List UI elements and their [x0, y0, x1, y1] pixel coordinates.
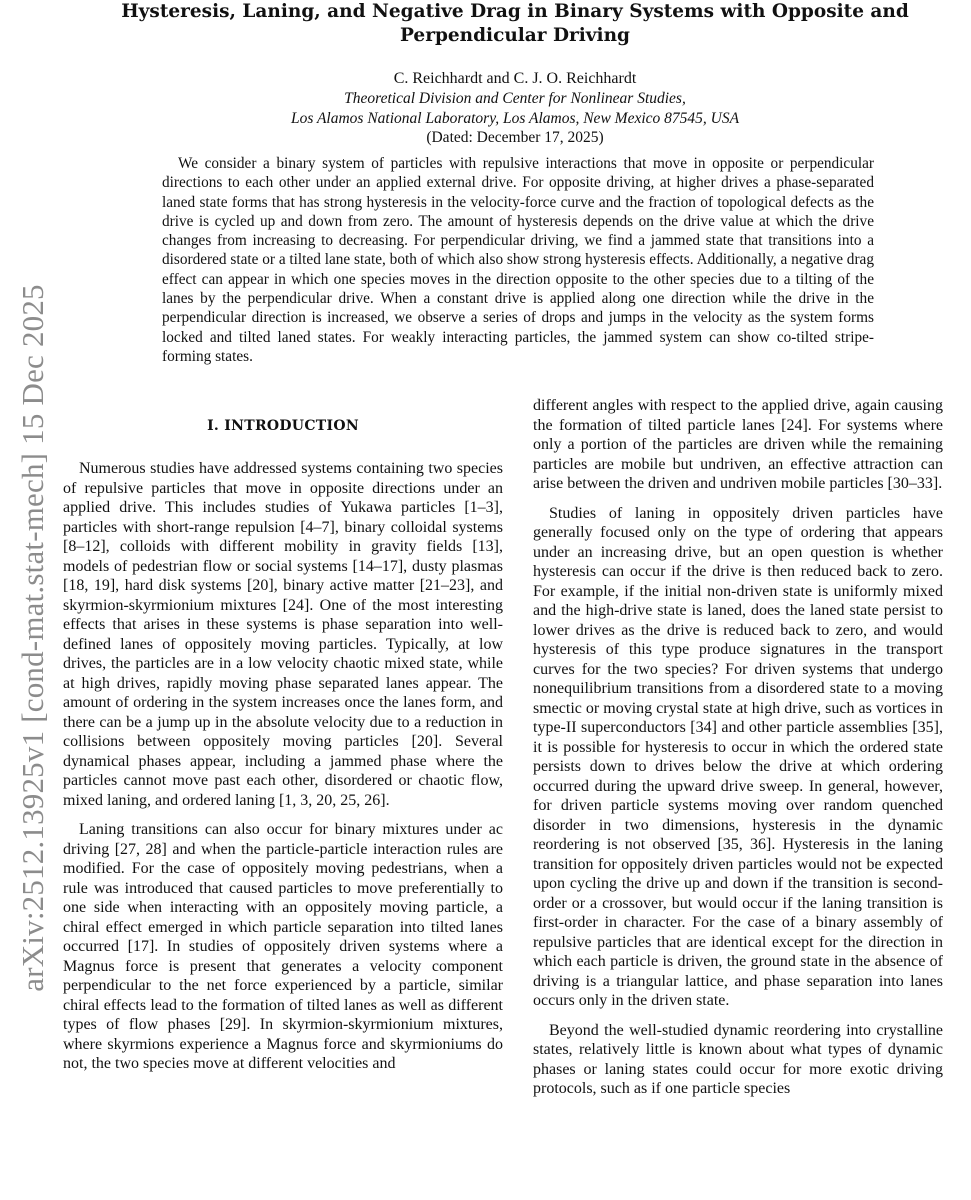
paragraph: Laning transitions can also occur for binary mixtures under ac driving [27, 28] and when the particle-particle interaction rules are modified. For the case of oppositely moving pedestrians, when a rule was introduced that caused particles to move preferentially to one side when interacting with an oppositely moving particle, a chiral effect emerged in which particle separation into tilted lanes occurred [17]. In studies of oppositely driven systems where a Magnus force is present that generates a velocity component perpendicular to the net force experienced by a particle, similar chiral effects lead to the formation of tilted lanes as well as different types of flow phases [29]. In skyrmion-skyrmionium mixtures, where skyrmions experience a Magnus force and skyrmioniums do not, the two species move at different velocities and: [63, 821, 503, 1072]
paragraph: Numerous studies have addressed systems containing two species of repulsive particles that move in opposite directions under an applied drive. This includes studies of Yukawa particles [1–3], particles with short-range repulsion [4–7], binary colloidal systems [8–12], colloids with different mobility in gravity fields [13], models of pedestrian flow or social systems [14–17], dusty plasmas [18, 19], hard disk systems [20], binary active matter [21–23], and skyrmion-skyrmionium mixtures [24]. One of the most interesting effects that arises in these systems is phase separation into well-defined lanes of oppositely moving particles. Typically, at low drives, the particles are in a low velocity chaotic mixed state, while at high drives, rapidly moving phase separated lanes appear. The amount of ordering in the system increases once the lanes form, and there can be a jump up in the absolute velocity due to a reduction in collisions between oppositely moving particles [20]. Several dynamical phases appear, including a jammed phase where the particles cannot move past each other, disordered or chaotic flow, mixed laning, and ordered laning [1, 3, 20, 25, 26].: [63, 460, 503, 809]
affiliation-line-2: Los Alamos National Laboratory, Los Alamos, New Mexico 87545, USA: [290, 109, 740, 127]
affiliation-line-1: Theoretical Division and Center for Nonlinear Studies,: [344, 90, 686, 107]
right-column: [533, 396, 943, 1109]
section-heading-introduction: I. INTRODUCTION: [207, 418, 359, 434]
author-list: C. Reichhardt and C. J. O. Reichhardt: [393, 70, 637, 87]
paragraph: Studies of laning in oppositely driven particles have generally focused only on the type of ordering that appears under an increasing drive, but an open question is whether hysteresis can occur if the drive is then reduced back to zero. For example, if the initial non-driven state is uniformly mixed and the high-drive state is laned, does the laned state persist to lower drives as the drive is reduced back to zero, and would hysteresis of this type produce signatures in the transport curves for the two species? For driven systems that undergo nonequilibrium transitions from a disordered state to a moving smectic or moving crystal state at high drive, such as vortices in type-II superconductors [34] and other particle assemblies [35], it is possible for hysteresis to occur in which the ordered state persists down to drives below the drive at which ordering occurred during the upward drive sweep. In general, however, for driven particle systems moving over random quenched disorder in two dimensions, hysteresis in the dynamic reordering is not observed [35, 36]. Hysteresis in the laning transition for oppositely driven particles would not be expected upon cycling the drive up and down if the transition is second-order or a crossover, but would occur if the laning transition is first-order in character. For the case of a binary assembly of repulsive particles that are identical except for the direction in which each particle is driven, the ground state in the absence of driving is a triangular lattice, and phase separation into lanes occurs only in the driven state.: [533, 504, 943, 1009]
paragraph-continued: different angles with respect to the applied drive, again causing the formation of tilted particle lanes [24]. For systems where only a portion of the particles are driven while the remaining particles are mobile but undriven, an effective attraction can arise between the driven and undriven mobile particles [30–33].: [533, 397, 943, 492]
arxiv-id-text: arXiv:2512.13925v1 [cond-mat.stat-mech] 15 Dec 2025: [15, 284, 50, 992]
left-column: [63, 416, 503, 1084]
abstract: We consider a binary system of particles with repulsive interactions that move in opposite or perpendicular directions to each other under an applied external drive. For opposite driving, at higher drives a phase-separated laned state forms that has strong hysteresis in the velocity-force curve and the fraction of topological defects as the drive is cycled up and down from zero. The amount of hysteresis depends on the drive value at which the drive changes from increasing to decreasing. For perpendicular driving, we find a jammed state that transitions into a disordered state or a tilted lane state, both of which also show strong hysteresis effects. Additionally, a negative drag effect can appear in which one species moves in the direction opposite to the other species due to a tilting of the lanes by the perpendicular drive. When a constant drive is applied along one direction while the drive in the perpendicular direction is increased, we observe a series of drops and jumps in the velocity as the system forms locked and tilted laned states. For weakly interacting particles, the jammed system can show co-tilted stripe-forming states.: [162, 155, 874, 365]
paragraph: Beyond the well-studied dynamic reordering into crystalline states, relatively little is known about what types of dynamic phases or laning states could occur for more exotic driving protocols, such as if one particle species: [533, 1021, 943, 1097]
dated-line: (Dated: December 17, 2025): [426, 129, 604, 146]
arxiv-identifier-stamp: [0, 0, 50, 1200]
paper-title: Hysteresis, Laning, and Negative Drag in Binary Systems with Opposite and Perpendicular Driving: [121, 1, 909, 46]
paper-header: [75, 0, 955, 148]
